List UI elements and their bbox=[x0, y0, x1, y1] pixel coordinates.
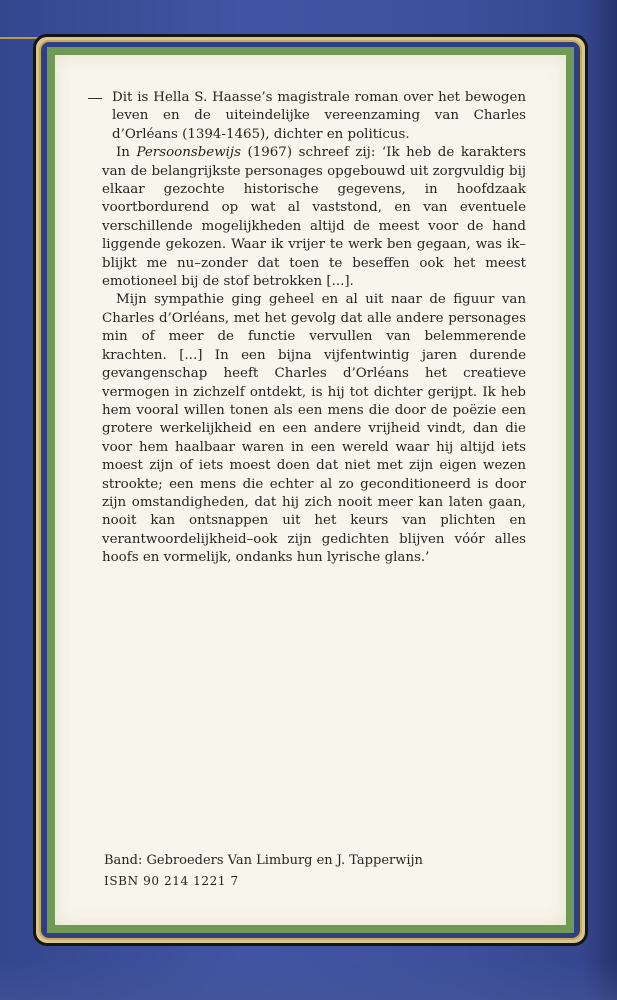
text-panel bbox=[55, 55, 566, 925]
isbn: ISBN 90 214 1221 7 bbox=[104, 874, 239, 888]
book-title-persoonsbewijs: Persoonsbewijs bbox=[136, 145, 241, 161]
credits bbox=[104, 851, 524, 891]
spine-shadow bbox=[583, 0, 617, 1000]
gold-rule bbox=[0, 37, 40, 39]
dash-mark bbox=[88, 98, 102, 99]
blurb-paragraph-1: Dit is Hella S. Haasse’s magistrale roman over het bewogen leven en de uiteindelijke vereenzaming van Charles d’Orléans (1394-1465), dichter en politicus. bbox=[102, 89, 526, 144]
cover-credit: Band: Gebroeders Van Limburg en J. Tapperwijn bbox=[104, 853, 423, 868]
worn-edge bbox=[0, 960, 617, 1000]
blurb-paragraph-2: In Persoonsbewijs (1967) schreef zij: ‘Ik heb de karakters van de belangrijkste personages opgebouwd uit zorgvuldig bij elkaar gezochte historische gegevens, in hoofdzaak voortbordurend op wat al vaststond, en van eventuele verschillende mogelijkheden altijd de meest voor de hand liggende gekozen. Waar ik vrijer te werk ben gegaan, was ik–blijkt me nu–zonder dat toen te beseffen ook het meest emotioneel bij de stof betrokken [...]. bbox=[102, 145, 526, 290]
blurb-paragraph-3: Mijn sympathie ging geheel en al uit naar de figuur van Charles d’Orléans, met het gevolg dat alle andere personages min of meer de functie vervullen van belemmerende krachten. [...] In een bijna vijfentwintig jaren durende gevangenschap heeft Charles d’Orléans het creatieve vermogen in zichzelf ontdekt, is hij tot dichter gerijpt. Ik heb hem vooral willen tonen als een mens die door de poëzie een grotere werkelijkheid en een andere vrijheid vindt, dan die voor hem haalbaar waren in een wereld waar hij altijd iets moest zijn of iets moest doen dat niet met zijn eigen wezen strookte; een mens die echter al zo geconditioneerd is door zijn omstandigheden, dat hij zich nooit meer kan laten gaan, nooit kan ontsnappen uit het keurs van plichten en verantwoordelijkheid–ook zijn gedichten blijven vóór alles hoofs en vormelijk, ondanks hun lyrische glans.’ bbox=[102, 292, 526, 566]
blurb-text bbox=[102, 89, 526, 568]
